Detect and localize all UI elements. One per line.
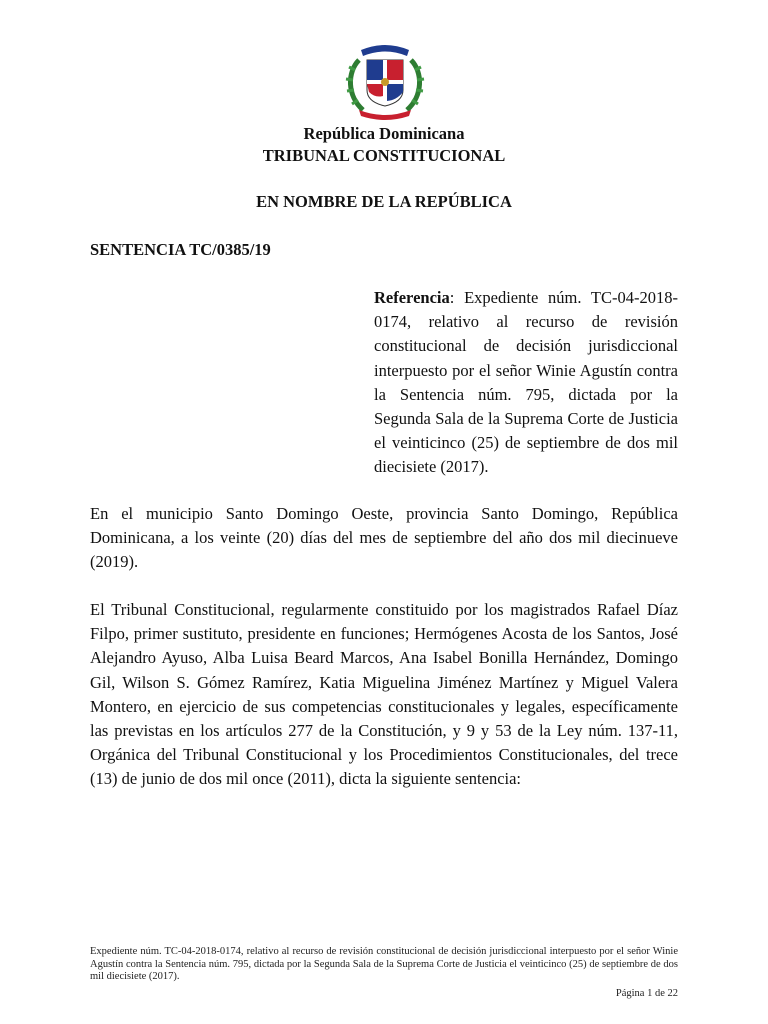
tribunal-heading: TRIBUNAL CONSTITUCIONAL xyxy=(262,146,506,165)
coat-of-arms-icon xyxy=(339,40,431,122)
reference-text: : Expediente núm. TC-04-2018-0174, relativo al recurso de revisión constitucional de decisión jurisdiccional interpuesto por el señor Winie Agustín contra la Sentencia núm. 795, dictada por la Segunda Sala de la Suprema Corte de Justicia el veinticinco (25) de septiembre de dos mil diecisiete (2017). xyxy=(374,288,678,477)
republic-heading: República Dominicana xyxy=(303,124,465,143)
reference-label: Referencia xyxy=(374,288,450,307)
location-date-paragraph: En el municipio Santo Domingo Oeste, provincia Santo Domingo, República Dominicana, a los veinte (20) días del mes de septiembre del año dos mil diecinueve (2019). xyxy=(90,504,678,572)
page-number: Página 1 de 22 xyxy=(615,988,678,999)
sentence-number: SENTENCIA TC/0385/19 xyxy=(90,240,271,259)
footer-note: Expediente núm. TC-04-2018-0174, relativo al recurso de revisión constitucional de decisión jurisdiccional interpuesto por el señor Winie Agustín contra la Sentencia núm. 795, dictada por la Segunda Sala de la Suprema Corte de Justicia el veinticinco (25) de septiembre de dos mil diecisiete (2017). xyxy=(90,946,678,982)
tribunal-composition-paragraph: El Tribunal Constitucional, regularmente constituido por los magistrados Rafael Díaz Filpo, primer sustituto, presidente en funciones; Hermógenes Acosta de los Santos, José Alejandro Ayuso, Alba Luisa Beard Marcos, Ana Isabel Bonilla Hernández, Domingo Gil, Wilson S. Gómez Ramírez, Katia Miguelina Jiménez Martínez y Miguel Valera Montero, en ejercicio de sus competencias constitucionales y legales, específicamente las previstas en los artículos 277 de la Constitución, y 9 y 53 de la Ley núm. 137-11, Orgánica del Tribunal Constitucional y los Procedimientos Constitucionales, del trece (13) de junio de dos mil once (2011), dicta la siguiente sentencia: xyxy=(90,600,678,789)
reference-block xyxy=(374,286,678,480)
in-name-heading: EN NOMBRE DE LA REPÚBLICA xyxy=(256,192,512,211)
